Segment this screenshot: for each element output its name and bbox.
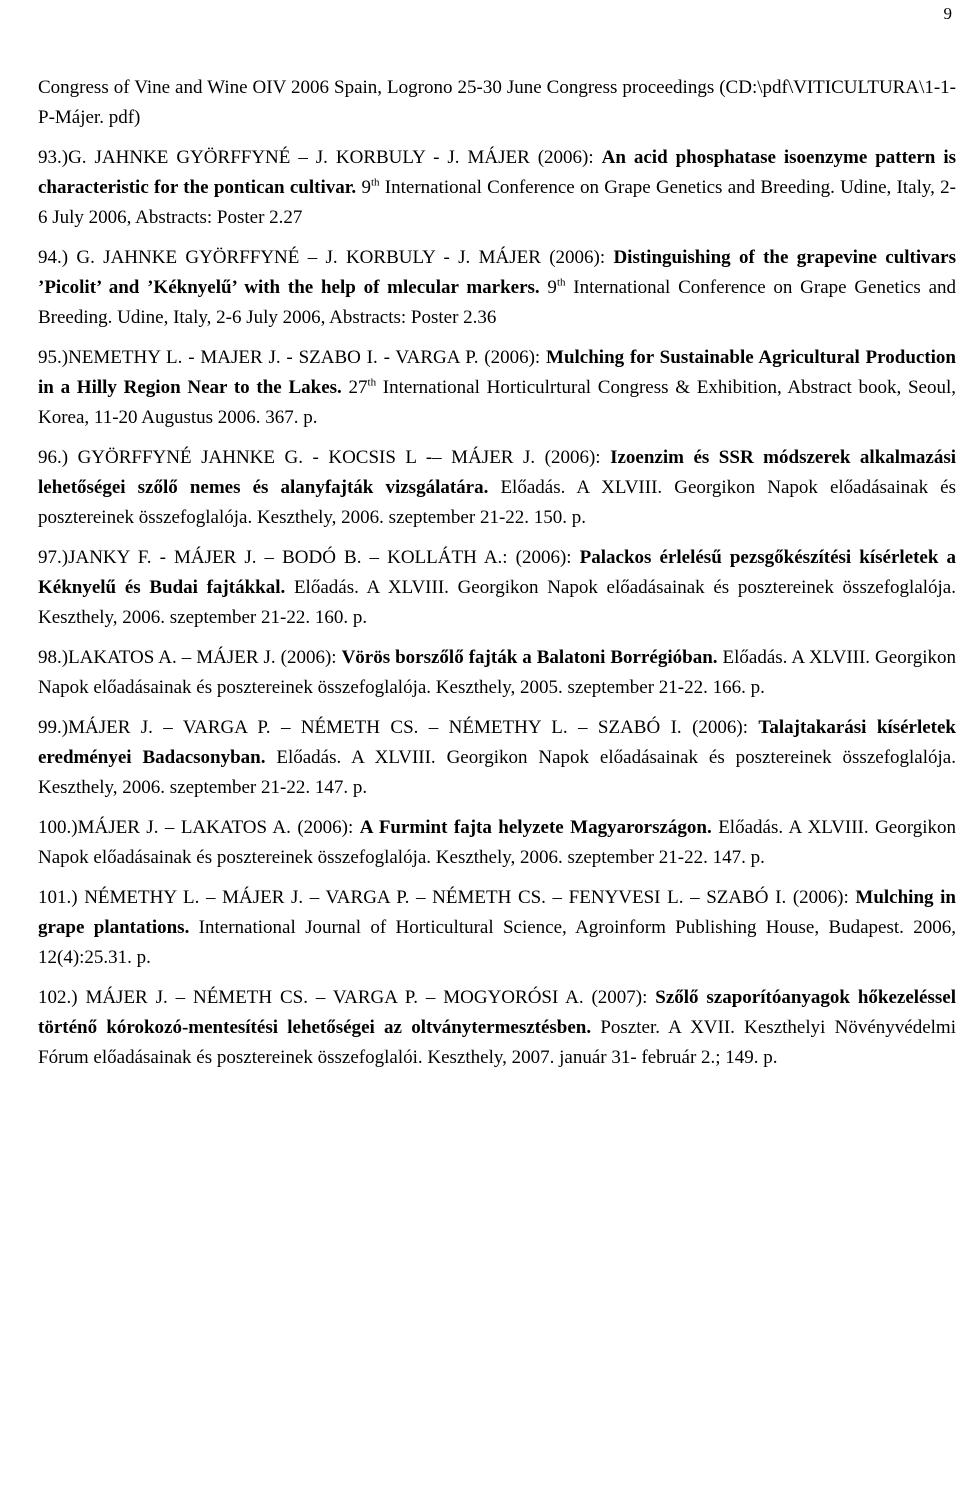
reference-entry-continued bbox=[38, 73, 956, 133]
entry-source: Előadás. A XLVIII. Georgikon Napok előadásainak és posztereinek összefoglalója. Keszthely, 2006. szeptember 21-22. 147. p. bbox=[38, 817, 956, 868]
reference-entry-93 bbox=[38, 143, 956, 233]
entry-source-b: International Conference on Grape Genetics and Breeding. Udine, Italy, 2-6 July 2006, Abstracts: Poster 2.36 bbox=[38, 277, 957, 328]
entry-source: Előadás. A XLVIII. Georgikon Napok előadásainak és posztereinek összefoglalója. Keszthely, 2006. szeptember 21-22. 147. p. bbox=[38, 747, 956, 798]
entry-authors: 102.) MÁJER J. – NÉMETH CS. – VARGA P. – MOGYORÓSI A. (2007): bbox=[38, 987, 656, 1008]
entry-authors: 100.)MÁJER J. – LAKATOS A. (2006): bbox=[38, 817, 360, 838]
entry-title: Distinguishing of the grapevine cultivars ’Picolit’ and ’Kéknyelű’ with the help of mlecular markers. bbox=[38, 247, 956, 298]
reference-entry-95 bbox=[38, 343, 956, 433]
reference-entry-96 bbox=[38, 443, 956, 533]
entry-source: Előadás. A XLVIII. Georgikon Napok előadásainak és posztereinek összefoglalója. Keszthely, 2005. szeptember 21-22. 166. p. bbox=[38, 647, 956, 698]
entry-authors: 95.)NEMETHY L. - MAJER J. - SZABO I. - VARGA P. (2006): bbox=[38, 347, 547, 368]
entry-title: A Furmint fajta helyzete Magyarországon. bbox=[359, 817, 712, 838]
reference-list bbox=[38, 73, 956, 1083]
entry-authors: 94.) G. JAHNKE GYÖRFFYNÉ – J. KORBULY - J. MÁJER (2006): bbox=[38, 247, 614, 268]
entry-authors: 97.)JANKY F. - MÁJER J. – BODÓ B. – KOLLÁTH A.: (2006): bbox=[38, 547, 580, 568]
entry-authors: 98.)LAKATOS A. – MÁJER J. (2006): bbox=[38, 647, 342, 668]
entry-superscript: th bbox=[370, 176, 380, 189]
entry-authors: 99.)MÁJER J. – VARGA P. – NÉMETH CS. – NÉMETHY L. – SZABÓ I. (2006): bbox=[38, 717, 759, 738]
entry-authors: 93.)G. JAHNKE GYÖRFFYNÉ – J. KORBULY - J. MÁJER (2006): bbox=[38, 147, 602, 168]
reference-entry-98 bbox=[38, 643, 956, 703]
entry-source-b: International Horticulrtural Congress & Exhibition, Abstract book, Seoul, Korea, 11-20 Augustus 2006. 367. p. bbox=[38, 377, 956, 428]
entry-source-a: 27 bbox=[341, 377, 368, 398]
entry-source-b: International Conference on Grape Genetics and Breeding. Udine, Italy, 2-6 July 2006, Abstracts: Poster 2.27 bbox=[38, 177, 956, 228]
entry-title: Mulching for Sustainable Agricultural Production in a Hilly Region Near to the Lakes. bbox=[38, 347, 956, 398]
entry-authors: 96.) GYÖRFFYNÉ JAHNKE G. - KOCSIS L -– MÁJER J. (2006): bbox=[38, 447, 611, 468]
entry-title: Mulching in grape plantations. bbox=[38, 887, 956, 938]
entry-text: Congress of Vine and Wine OIV 2006 Spain, Logrono 25-30 June Congress proceedings (CD:\pdf\VITICULTURA\1-1-P-Májer. pdf) bbox=[38, 77, 956, 128]
reference-entry-94 bbox=[38, 243, 956, 333]
entry-title: Izoenzim és SSR módszerek alkalmazási lehetőségei szőlő nemes és alanyfajták vizsgálatára. bbox=[38, 447, 956, 498]
reference-entry-102 bbox=[38, 983, 956, 1073]
entry-superscript: th bbox=[556, 276, 566, 289]
entry-source: International Journal of Horticultural Science, Agroinform Publishing House, Budapest. 2006, 12(4):25.31. p. bbox=[38, 917, 956, 968]
entry-source: Előadás. A XLVIII. Georgikon Napok előadásainak és posztereinek összefoglalója. Keszthely, 2006. szeptember 21-22. 160. p. bbox=[38, 577, 956, 628]
entry-title: Palackos érlelésű pezsgőkészítési kísérletek a Kéknyelű és Budai fajtákkal. bbox=[38, 547, 956, 598]
entry-title: An acid phosphatase isoenzyme pattern is characteristic for the pontican cultivar. bbox=[38, 147, 956, 198]
entry-source: Poszter. A XVII. Keszthelyi Növényvédelmi Fórum előadásainak és posztereinek összefoglalói. Keszthely, 2007. január 31- február 2.; 149. p. bbox=[38, 1017, 956, 1068]
reference-entry-100 bbox=[38, 813, 956, 873]
entry-superscript: th bbox=[367, 376, 377, 389]
entry-source-a: 9 bbox=[356, 177, 371, 198]
reference-entry-101 bbox=[38, 883, 956, 973]
page-number: 9 bbox=[943, 4, 952, 23]
entry-title: Szőlő szaporítóanyagok hőkezeléssel történő kórokozó-mentesítési lehetőségei az oltványtermesztésben. bbox=[38, 987, 956, 1038]
entry-title: Talajtakarási kísérletek eredményei Badacsonyban. bbox=[38, 717, 957, 768]
entry-source-a: 9 bbox=[539, 277, 557, 298]
entry-title: Vörös borszőlő fajták a Balatoni Borrégióban. bbox=[341, 647, 718, 668]
entry-source: Előadás. A XLVIII. Georgikon Napok előadásainak és posztereinek összefoglalója. Keszthely, 2006. szeptember 21-22. 150. p. bbox=[38, 477, 956, 528]
reference-entry-99 bbox=[38, 713, 956, 803]
entry-authors: 101.) NÉMETHY L. – MÁJER J. – VARGA P. – NÉMETH CS. – FENYVESI L. – SZABÓ I. (2006): bbox=[38, 887, 856, 908]
reference-entry-97 bbox=[38, 543, 956, 633]
